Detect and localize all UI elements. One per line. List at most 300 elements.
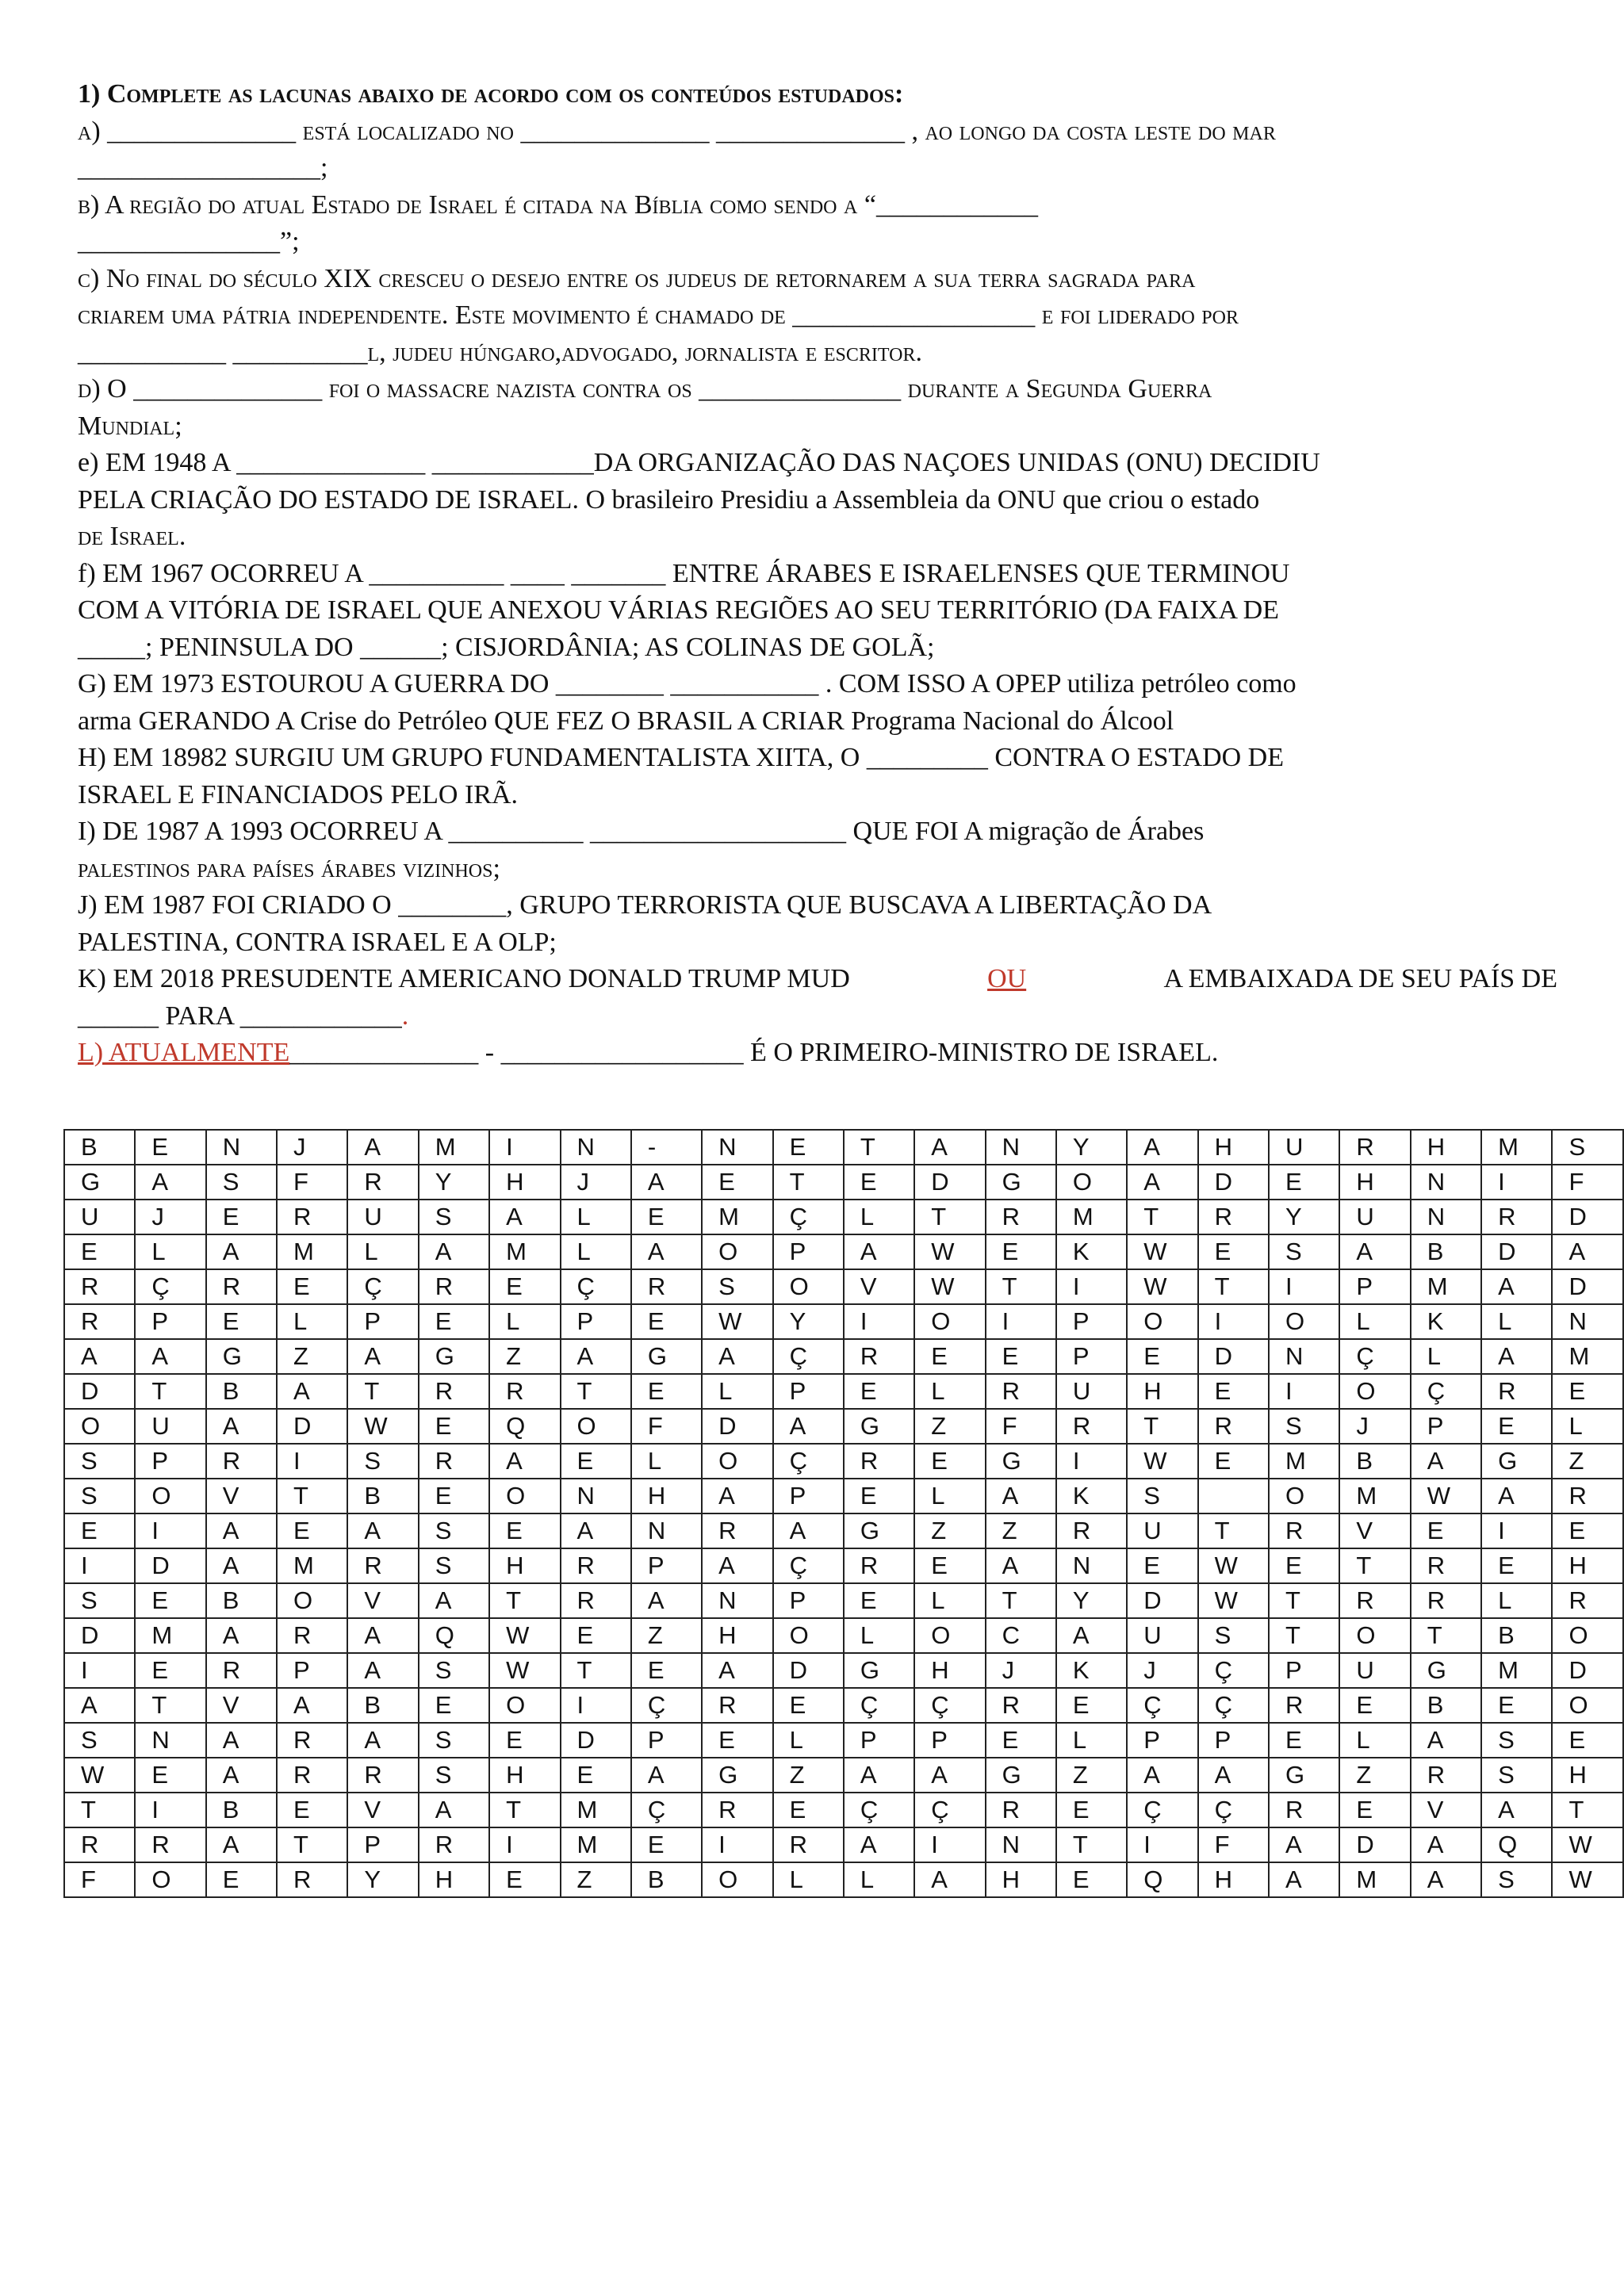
grid-cell: P xyxy=(844,1723,914,1758)
worksheet-line: de Israel. xyxy=(78,522,186,551)
grid-cell: Q xyxy=(489,1409,560,1444)
grid-cell: G xyxy=(1481,1444,1552,1479)
grid-cell: E xyxy=(277,1513,347,1548)
grid-cell: A xyxy=(206,1723,277,1758)
grid-cell: I xyxy=(1056,1269,1127,1304)
grid-cell: R xyxy=(1552,1583,1623,1618)
grid-cell: L xyxy=(1339,1304,1410,1339)
grid-cell: D xyxy=(1552,1200,1623,1234)
grid-cell: A xyxy=(1269,1827,1339,1862)
grid-cell: N xyxy=(135,1723,205,1758)
grid-cell: O xyxy=(1269,1304,1339,1339)
grid-cell: W xyxy=(1552,1862,1623,1897)
grid-cell: Z xyxy=(631,1618,702,1653)
grid-cell: I xyxy=(1481,1165,1552,1200)
grid-cell: A xyxy=(631,1583,702,1618)
grid-cell: E xyxy=(419,1688,489,1723)
grid-cell: P xyxy=(1269,1653,1339,1688)
grid-cell: H xyxy=(1198,1862,1269,1897)
grid-cell: C xyxy=(986,1618,1056,1653)
grid-cell: Ç xyxy=(135,1269,205,1304)
grid-cell: E xyxy=(1552,1374,1623,1409)
grid-cell: S xyxy=(1552,1130,1623,1165)
grid-cell: A xyxy=(347,1653,418,1688)
grid-cell: Q xyxy=(1127,1862,1197,1897)
grid-cell: A xyxy=(1339,1234,1410,1269)
grid-cell: S xyxy=(702,1269,772,1304)
grid-cell: I xyxy=(489,1827,560,1862)
grid-row xyxy=(64,1548,1623,1583)
grid-cell: H xyxy=(986,1862,1056,1897)
grid-cell: R xyxy=(419,1269,489,1304)
grid-cell: A xyxy=(631,1758,702,1793)
grid-cell: J xyxy=(986,1653,1056,1688)
grid-cell: L xyxy=(844,1200,914,1234)
grid-cell: E xyxy=(914,1548,985,1583)
grid-cell: R xyxy=(1481,1200,1552,1234)
grid-cell: E xyxy=(1269,1548,1339,1583)
grid-row xyxy=(64,1339,1623,1374)
grid-cell: A xyxy=(489,1200,560,1234)
grid-cell: G xyxy=(1269,1758,1339,1793)
grid-cell: A xyxy=(347,1130,418,1165)
grid-cell: R xyxy=(1481,1374,1552,1409)
grid-cell: O xyxy=(773,1618,844,1653)
grid-cell: Z xyxy=(277,1339,347,1374)
worksheet-line: __________________; xyxy=(78,153,328,182)
grid-cell: L xyxy=(347,1234,418,1269)
grid-cell: L xyxy=(844,1618,914,1653)
grid-cell: L xyxy=(1056,1723,1127,1758)
grid-cell: Q xyxy=(1481,1827,1552,1862)
grid-cell: O xyxy=(702,1862,772,1897)
grid-cell: S xyxy=(419,1548,489,1583)
worksheet-line: Mundial; xyxy=(78,411,182,441)
grid-cell: Z xyxy=(561,1862,631,1897)
grid-cell: H xyxy=(1411,1130,1481,1165)
grid-cell: F xyxy=(631,1409,702,1444)
grid-cell: D xyxy=(135,1548,205,1583)
grid-cell: P xyxy=(135,1444,205,1479)
grid-cell: L xyxy=(1481,1304,1552,1339)
grid-cell: A xyxy=(1411,1444,1481,1479)
grid-row xyxy=(64,1513,1623,1548)
grid-cell: T xyxy=(773,1165,844,1200)
grid-cell: V xyxy=(844,1269,914,1304)
grid-cell: R xyxy=(631,1269,702,1304)
grid-cell: E xyxy=(206,1304,277,1339)
grid-cell: W xyxy=(1127,1234,1197,1269)
grid-cell: E xyxy=(1198,1234,1269,1269)
grid-cell: M xyxy=(419,1130,489,1165)
grid-cell: O xyxy=(702,1444,772,1479)
grid-cell: T xyxy=(1127,1409,1197,1444)
grid-cell: P xyxy=(631,1548,702,1583)
grid-cell: S xyxy=(64,1723,135,1758)
worksheet-line: arma GERANDO A Crise do Petróleo QUE FEZ O BRASIL A CRIAR Programa Nacional do Álcool xyxy=(78,706,1174,736)
grid-cell: A xyxy=(702,1653,772,1688)
grid-cell: R xyxy=(702,1793,772,1827)
grid-cell: E xyxy=(64,1234,135,1269)
word-search xyxy=(63,1129,1624,1898)
grid-cell: R xyxy=(1198,1200,1269,1234)
grid-cell: O xyxy=(702,1234,772,1269)
grid-cell: A xyxy=(702,1479,772,1513)
grid-cell: A xyxy=(1127,1130,1197,1165)
grid-cell: E xyxy=(1056,1688,1127,1723)
grid-cell: F xyxy=(1552,1165,1623,1200)
grid-cell: Z xyxy=(773,1758,844,1793)
grid-cell: M xyxy=(277,1234,347,1269)
grid-cell: E xyxy=(702,1165,772,1200)
grid-cell: I xyxy=(64,1548,135,1583)
grid-cell: E xyxy=(1481,1409,1552,1444)
worksheet-line: 1) Complete as lacunas abaixo de acordo com os conteúdos estudados: xyxy=(78,79,904,109)
grid-cell: E xyxy=(1056,1862,1127,1897)
grid-cell: Ç xyxy=(1127,1793,1197,1827)
grid-cell: A xyxy=(277,1688,347,1723)
grid-cell: E xyxy=(64,1513,135,1548)
grid-cell: Y xyxy=(773,1304,844,1339)
grid-cell: O xyxy=(914,1304,985,1339)
grid-cell: R xyxy=(135,1827,205,1862)
grid-cell: B xyxy=(206,1793,277,1827)
grid-cell: K xyxy=(1411,1304,1481,1339)
grid-cell: H xyxy=(419,1862,489,1897)
grid-cell: D xyxy=(1198,1339,1269,1374)
grid-cell: R xyxy=(206,1653,277,1688)
grid-cell: P xyxy=(1411,1409,1481,1444)
grid-cell: N xyxy=(206,1130,277,1165)
grid-cell: S xyxy=(1481,1723,1552,1758)
grid-cell: U xyxy=(1339,1653,1410,1688)
grid-row xyxy=(64,1688,1623,1723)
worksheet-line: L) ATUALMENTE ______________ - __________________ É O PRIMEIRO-MINISTRO DE ISRAEL. xyxy=(78,1038,1219,1067)
grid-cell: A xyxy=(419,1234,489,1269)
grid-cell: O xyxy=(1339,1618,1410,1653)
worksheet-line: _______________”; xyxy=(78,227,300,256)
grid-cell: I xyxy=(64,1653,135,1688)
worksheet-line: K) EM 2018 PRESUDENTE AMERICANO DONALD TRUMP MUD OU A EMBAIXADA DE SEU PAÍS DE xyxy=(78,964,1557,993)
grid-cell: U xyxy=(1127,1513,1197,1548)
worksheet-line: b) A região do atual Estado de Israel é citada na Bíblia como sendo a “____________ xyxy=(78,189,1038,220)
grid-cell: E xyxy=(1269,1723,1339,1758)
grid-cell: H xyxy=(489,1165,560,1200)
grid-cell: A xyxy=(1269,1862,1339,1897)
grid-cell: R xyxy=(1552,1479,1623,1513)
grid-cell: A xyxy=(702,1548,772,1583)
grid-cell: O xyxy=(1056,1165,1127,1200)
grid-cell: A xyxy=(1411,1827,1481,1862)
worksheet-line: f) EM 1967 OCORREU A __________ ____ _______ ENTRE ÁRABES E ISRAELENSES QUE TERMINOU xyxy=(78,558,1290,588)
grid-cell: R xyxy=(561,1583,631,1618)
grid-cell: Ç xyxy=(844,1793,914,1827)
grid-cell: Y xyxy=(1056,1583,1127,1618)
grid-cell: R xyxy=(419,1444,489,1479)
grid-row xyxy=(64,1618,1623,1653)
grid-row xyxy=(64,1234,1623,1269)
grid-cell: A xyxy=(1481,1339,1552,1374)
grid-cell: A xyxy=(914,1130,985,1165)
grid-cell: E xyxy=(419,1409,489,1444)
grid-cell: E xyxy=(277,1269,347,1304)
grid-cell: Y xyxy=(419,1165,489,1200)
grid-cell: Y xyxy=(1269,1200,1339,1234)
grid-cell: W xyxy=(489,1653,560,1688)
grid-cell: K xyxy=(1056,1479,1127,1513)
grid-cell: E xyxy=(489,1862,560,1897)
grid-cell: B xyxy=(347,1688,418,1723)
grid-cell: D xyxy=(1339,1827,1410,1862)
grid-cell: E xyxy=(986,1723,1056,1758)
grid-row xyxy=(64,1304,1623,1339)
grid-cell: G xyxy=(64,1165,135,1200)
grid-row xyxy=(64,1444,1623,1479)
grid-cell: Ç xyxy=(914,1688,985,1723)
grid-cell: R xyxy=(419,1374,489,1409)
grid-cell: O xyxy=(1339,1374,1410,1409)
grid-cell: S xyxy=(1481,1862,1552,1897)
grid-cell: P xyxy=(914,1723,985,1758)
worksheet-line: G) EM 1973 ESTOUROU A GUERRA DO ________ ___________ . COM ISSO A OPEP utiliza petróleo como xyxy=(78,669,1297,698)
worksheet-line: J) EM 1987 FOI CRIADO O ________, GRUPO TERRORISTA QUE BUSCAVA A LIBERTAÇÃO DA xyxy=(78,890,1212,920)
grid-cell: M xyxy=(1481,1130,1552,1165)
grid-cell: L xyxy=(773,1862,844,1897)
grid-cell: H xyxy=(1127,1374,1197,1409)
grid-cell: R xyxy=(1269,1688,1339,1723)
grid-cell: Ç xyxy=(773,1444,844,1479)
grid-cell: A xyxy=(561,1339,631,1374)
grid-cell: H xyxy=(914,1653,985,1688)
grid-cell: E xyxy=(773,1793,844,1827)
grid-cell: O xyxy=(135,1479,205,1513)
grid-cell: Ç xyxy=(347,1269,418,1304)
grid-cell: H xyxy=(631,1479,702,1513)
grid-cell: P xyxy=(773,1479,844,1513)
grid-cell: E xyxy=(844,1479,914,1513)
grid-cell: E xyxy=(135,1758,205,1793)
grid-cell: A xyxy=(773,1513,844,1548)
grid-cell: A xyxy=(1127,1758,1197,1793)
grid-cell: - xyxy=(631,1130,702,1165)
grid-cell: R xyxy=(489,1374,560,1409)
grid-cell: T xyxy=(64,1793,135,1827)
grid-cell: L xyxy=(1339,1723,1410,1758)
grid-cell: D xyxy=(1198,1165,1269,1200)
grid-cell: S xyxy=(1481,1758,1552,1793)
grid-cell: I xyxy=(914,1827,985,1862)
grid-cell: J xyxy=(277,1130,347,1165)
grid-cell: S xyxy=(1269,1409,1339,1444)
grid-cell: G xyxy=(631,1339,702,1374)
grid-cell: T xyxy=(914,1200,985,1234)
grid-cell: N xyxy=(986,1827,1056,1862)
grid-cell: S xyxy=(206,1165,277,1200)
grid-cell: T xyxy=(986,1269,1056,1304)
grid-cell: E xyxy=(631,1653,702,1688)
grid-cell: Ç xyxy=(914,1793,985,1827)
grid-cell: L xyxy=(914,1479,985,1513)
grid-cell: N xyxy=(1269,1339,1339,1374)
grid-cell: F xyxy=(64,1862,135,1897)
grid-cell: T xyxy=(277,1479,347,1513)
grid-cell: E xyxy=(773,1130,844,1165)
grid-cell: A xyxy=(631,1165,702,1200)
grid-cell: L xyxy=(702,1374,772,1409)
grid-cell: R xyxy=(1269,1793,1339,1827)
grid-cell: N xyxy=(702,1583,772,1618)
grid-cell: A xyxy=(347,1513,418,1548)
grid-cell: R xyxy=(419,1827,489,1862)
grid-cell: N xyxy=(1411,1200,1481,1234)
grid-cell: B xyxy=(347,1479,418,1513)
grid-cell: A xyxy=(1411,1723,1481,1758)
grid-cell: G xyxy=(419,1339,489,1374)
grid-cell: O xyxy=(561,1409,631,1444)
grid-cell: E xyxy=(844,1583,914,1618)
worksheet-line: ___________ __________l, judeu húngaro,advogado, jornalista e escritor. xyxy=(78,337,922,367)
grid-cell: O xyxy=(1552,1688,1623,1723)
grid-cell: R xyxy=(1198,1409,1269,1444)
grid-cell: I xyxy=(1269,1269,1339,1304)
grid-cell: M xyxy=(1411,1269,1481,1304)
grid-cell: A xyxy=(347,1339,418,1374)
grid-cell: P xyxy=(773,1374,844,1409)
grid-cell: M xyxy=(1339,1862,1410,1897)
grid-cell: T xyxy=(135,1688,205,1723)
grid-cell: M xyxy=(702,1200,772,1234)
grid-cell: G xyxy=(844,1653,914,1688)
grid-cell: E xyxy=(914,1339,985,1374)
grid-cell: P xyxy=(135,1304,205,1339)
grid-cell: E xyxy=(631,1200,702,1234)
grid-cell: E xyxy=(1339,1793,1410,1827)
grid-cell: O xyxy=(1552,1618,1623,1653)
grid-cell: E xyxy=(631,1304,702,1339)
grid-cell: E xyxy=(561,1444,631,1479)
grid-cell: P xyxy=(773,1583,844,1618)
grid-cell: N xyxy=(986,1130,1056,1165)
grid-cell: I xyxy=(1481,1513,1552,1548)
grid-cell: W xyxy=(1552,1827,1623,1862)
grid-cell: R xyxy=(1269,1513,1339,1548)
grid-cell: R xyxy=(277,1862,347,1897)
grid-cell: E xyxy=(631,1827,702,1862)
grid-cell: A xyxy=(702,1339,772,1374)
grid-cell: E xyxy=(844,1165,914,1200)
grid-cell: D xyxy=(1552,1269,1623,1304)
grid-cell: S xyxy=(419,1200,489,1234)
grid-cell: M xyxy=(489,1234,560,1269)
grid-row xyxy=(64,1200,1623,1234)
grid-cell: W xyxy=(347,1409,418,1444)
grid-cell: U xyxy=(1339,1200,1410,1234)
grid-cell: L xyxy=(135,1234,205,1269)
grid-cell: S xyxy=(1198,1618,1269,1653)
grid-cell: N xyxy=(1056,1548,1127,1583)
grid-cell: D xyxy=(64,1618,135,1653)
grid-cell: E xyxy=(561,1618,631,1653)
worksheet-line: I) DE 1987 A 1993 OCORREU A __________ ___________________ QUE FOI A migração de Árabes xyxy=(78,817,1205,846)
grid-cell: R xyxy=(206,1444,277,1479)
grid-cell: Ç xyxy=(773,1548,844,1583)
grid-cell: L xyxy=(773,1723,844,1758)
grid-cell: Ç xyxy=(1198,1688,1269,1723)
grid-cell: M xyxy=(1339,1479,1410,1513)
grid-cell: R xyxy=(561,1548,631,1583)
grid-cell: A xyxy=(1481,1793,1552,1827)
grid-cell: G xyxy=(702,1758,772,1793)
grid-cell: A xyxy=(64,1688,135,1723)
grid-cell: R xyxy=(64,1269,135,1304)
grid-cell: U xyxy=(1056,1374,1127,1409)
grid-cell: R xyxy=(277,1200,347,1234)
grid-cell: E xyxy=(1198,1374,1269,1409)
grid-cell: V xyxy=(1339,1513,1410,1548)
grid-cell: L xyxy=(1481,1583,1552,1618)
grid-cell: L xyxy=(1411,1339,1481,1374)
grid-cell: D xyxy=(1481,1234,1552,1269)
grid-cell: Y xyxy=(347,1862,418,1897)
grid-row xyxy=(64,1479,1623,1513)
grid-cell: R xyxy=(986,1688,1056,1723)
grid-cell: E xyxy=(489,1723,560,1758)
grid-cell: B xyxy=(1481,1618,1552,1653)
grid-cell: Ç xyxy=(631,1688,702,1723)
grid-cell: E xyxy=(773,1688,844,1723)
grid-cell: O xyxy=(1269,1479,1339,1513)
grid-cell: E xyxy=(1481,1688,1552,1723)
grid-cell: G xyxy=(986,1444,1056,1479)
grid-cell: A xyxy=(206,1548,277,1583)
grid-cell: M xyxy=(1481,1653,1552,1688)
grid-row xyxy=(64,1862,1623,1897)
grid-cell: E xyxy=(914,1444,985,1479)
grid-cell: Z xyxy=(986,1513,1056,1548)
grid-cell: A xyxy=(1056,1618,1127,1653)
grid-cell: O xyxy=(135,1862,205,1897)
grid-cell: J xyxy=(561,1165,631,1200)
grid-cell: A xyxy=(1411,1862,1481,1897)
grid-cell: T xyxy=(347,1374,418,1409)
grid-cell: P xyxy=(1127,1723,1197,1758)
grid-cell: P xyxy=(1056,1304,1127,1339)
grid-cell: B xyxy=(1411,1234,1481,1269)
grid-cell: L xyxy=(561,1234,631,1269)
grid-cell: F xyxy=(277,1165,347,1200)
grid-cell: A xyxy=(206,1234,277,1269)
grid-cell: T xyxy=(561,1374,631,1409)
grid-cell: G xyxy=(986,1758,1056,1793)
grid-cell: K xyxy=(1056,1234,1127,1269)
grid-cell: P xyxy=(1056,1339,1127,1374)
grid-cell: B xyxy=(1339,1444,1410,1479)
grid-row xyxy=(64,1583,1623,1618)
grid-cell: I xyxy=(1127,1827,1197,1862)
grid-cell: E xyxy=(1481,1548,1552,1583)
grid-cell: R xyxy=(64,1304,135,1339)
grid-cell: Ç xyxy=(773,1200,844,1234)
grid-cell: A xyxy=(135,1165,205,1200)
grid-cell: Ç xyxy=(1127,1688,1197,1723)
grid-cell: R xyxy=(986,1200,1056,1234)
grid-cell: E xyxy=(1552,1723,1623,1758)
grid-cell: O xyxy=(489,1479,560,1513)
grid-cell: Ç xyxy=(1411,1374,1481,1409)
grid-cell: G xyxy=(844,1513,914,1548)
grid-cell: S xyxy=(347,1444,418,1479)
grid-cell: U xyxy=(64,1200,135,1234)
